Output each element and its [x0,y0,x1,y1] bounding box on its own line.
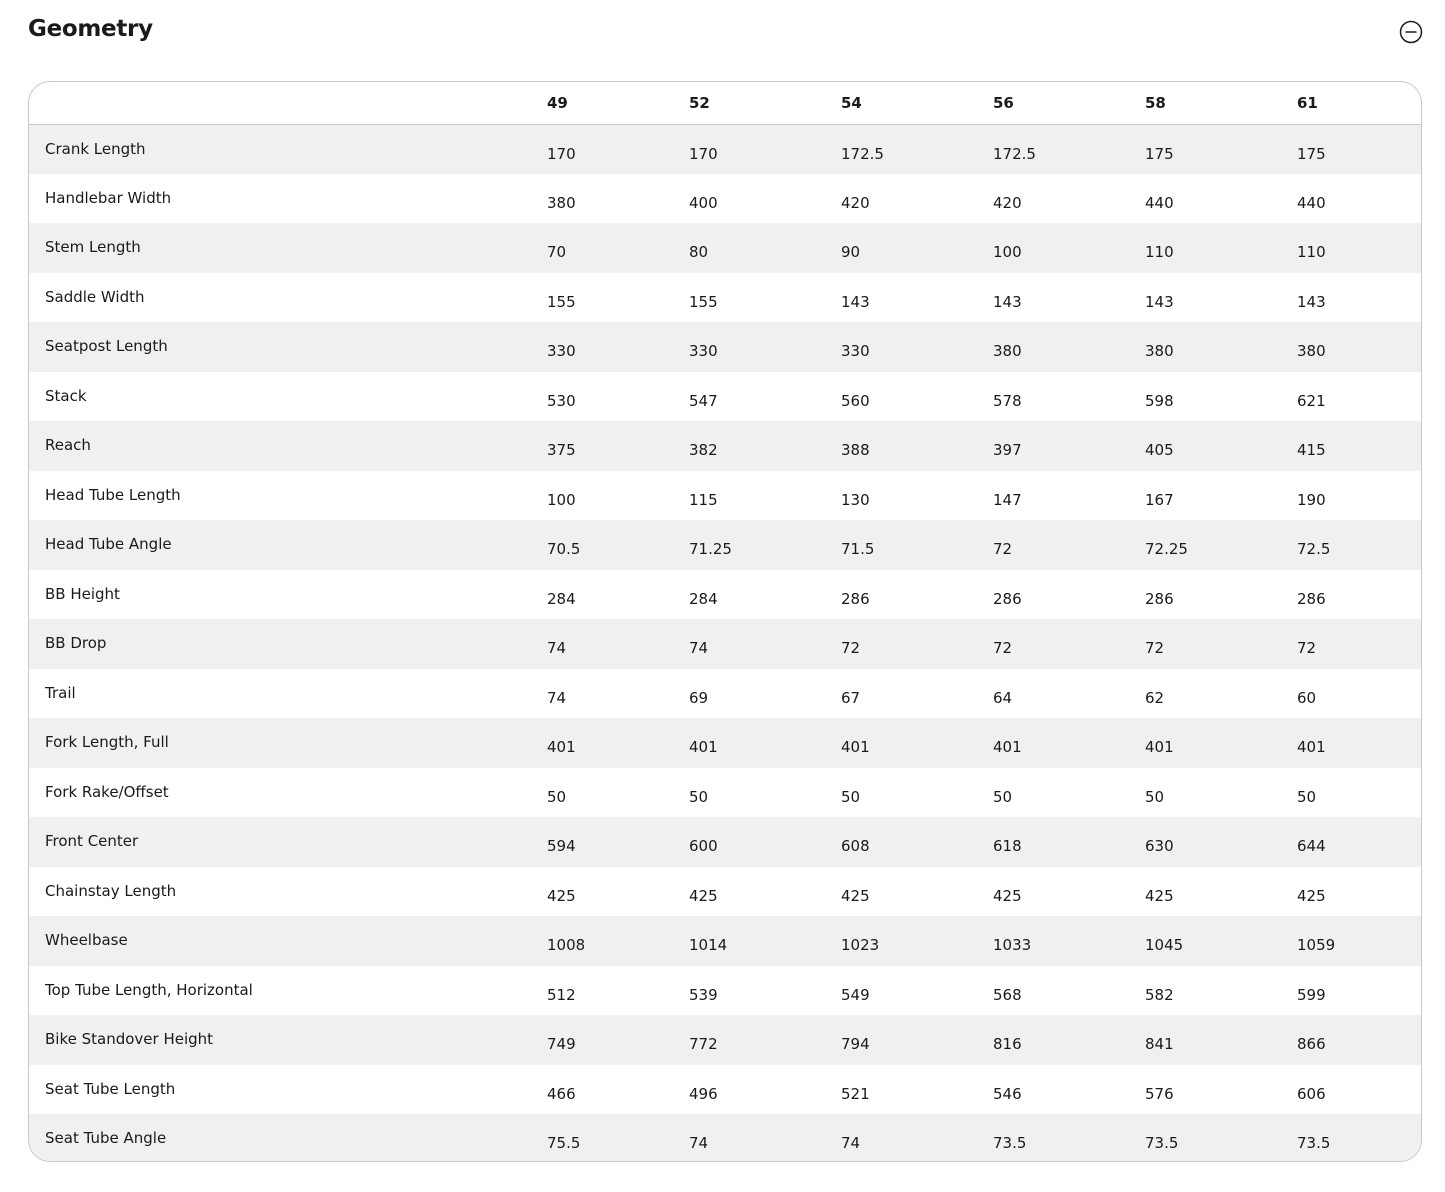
table-cell: 100 [547,490,576,509]
table-cell: 50 [547,787,567,806]
table-cell: 90 [841,243,861,261]
table-cell: 72.25 [1145,540,1188,558]
table-cell: 539 [689,985,718,1004]
size-header: 49 [531,82,673,124]
table-cell: 425 [547,886,576,905]
table-row [29,1015,1422,1065]
table-cell: 866 [1297,1035,1326,1053]
table-body [29,124,1422,1162]
size-header: 56 [977,82,1129,124]
table-cell: 72 [993,639,1013,657]
table-cell: 330 [547,342,576,360]
table-cell: 621 [1297,391,1326,410]
geometry-table-container [28,81,1422,1162]
table-cell: 74 [689,639,709,657]
table-cell: 576 [1145,1084,1174,1103]
table-cell: 60 [1297,688,1317,707]
table-row [29,619,1422,669]
table-cell: 115 [689,490,718,509]
row-label: Crank Length [45,139,146,158]
table-cell: 401 [547,738,576,756]
table-cell: 618 [993,837,1022,855]
table-row [29,669,1422,719]
table-cell: 130 [841,490,870,509]
table-cell: 143 [841,292,870,311]
table-row [29,570,1422,620]
table-cell: 72 [1145,639,1165,657]
row-label: Front Center [45,832,139,850]
table-row [29,273,1422,323]
table-cell: 70.5 [547,540,581,558]
table-cell: 400 [689,193,718,212]
table-cell: 64 [993,688,1013,707]
size-header: 52 [673,82,825,124]
row-label: Chainstay Length [45,881,177,900]
table-cell: 1059 [1297,936,1336,954]
table-cell: 73.5 [1145,1134,1179,1152]
table-cell: 50 [841,787,861,806]
table-row [29,223,1422,273]
table-cell: 143 [1297,292,1326,311]
table-cell: 1014 [689,936,728,954]
table-cell: 401 [841,738,870,756]
table-cell: 67 [841,688,861,707]
table-cell: 286 [841,589,870,608]
table-cell: 74 [547,688,567,707]
table-cell: 71.25 [689,540,732,558]
table-cell: 284 [689,589,718,608]
size-header: 54 [825,82,977,124]
row-label: Handlebar Width [45,188,172,207]
table-row [29,471,1422,521]
table-cell: 425 [993,886,1022,905]
header-blank [29,82,531,124]
table-cell: 401 [993,738,1022,756]
table-cell: 175 [1297,144,1326,163]
table-cell: 50 [993,787,1013,806]
table-cell: 546 [993,1084,1022,1103]
table-cell: 772 [689,1035,718,1053]
row-label: Bike Standover Height [45,1030,214,1048]
row-label: Stack [45,386,87,405]
table-cell: 425 [841,886,870,905]
table-cell: 380 [1145,342,1174,360]
section-title: Geometry [28,16,153,42]
table-cell: 425 [1145,886,1174,905]
table-cell: 50 [1297,787,1317,806]
table-cell: 578 [993,391,1022,410]
row-label: Head Tube Length [45,485,181,504]
table-cell: 415 [1297,441,1326,459]
table-cell: 50 [689,787,709,806]
row-label: BB Height [45,584,120,603]
row-label: Fork Length, Full [45,733,169,751]
table-cell: 630 [1145,837,1174,855]
table-cell: 143 [993,292,1022,311]
table-cell: 69 [689,688,709,707]
table-cell: 606 [1297,1084,1326,1103]
table-cell: 598 [1145,391,1174,410]
row-label: Fork Rake/Offset [45,782,169,801]
table-cell: 72.5 [1297,540,1331,558]
table-cell: 401 [689,738,718,756]
table-cell: 110 [1297,243,1326,261]
table-cell: 330 [689,342,718,360]
table-cell: 401 [1145,738,1174,756]
row-label: Wheelbase [45,931,128,949]
table-cell: 80 [689,243,709,261]
table-cell: 155 [689,292,718,311]
table-cell: 71.5 [841,540,875,558]
table-cell: 405 [1145,441,1174,459]
row-label: Saddle Width [45,287,145,306]
size-header: 58 [1129,82,1281,124]
table-cell: 568 [993,985,1022,1004]
table-cell: 74 [547,639,567,657]
table-cell: 172.5 [841,144,884,163]
table-cell: 420 [841,193,870,212]
table-cell: 100 [993,243,1022,261]
table-cell: 143 [1145,292,1174,311]
table-cell: 425 [689,886,718,905]
table-cell: 521 [841,1084,870,1103]
table-cell: 600 [689,837,718,855]
table-cell: 1033 [993,936,1032,954]
table-cell: 582 [1145,985,1174,1004]
table-cell: 1023 [841,936,880,954]
row-label: Top Tube Length, Horizontal [45,980,253,999]
table-cell: 547 [689,391,718,410]
table-cell: 512 [547,985,576,1004]
table-cell: 388 [841,441,870,459]
row-label: Trail [45,683,76,702]
table-cell: 286 [1145,589,1174,608]
table-cell: 286 [993,589,1022,608]
table-cell: 72 [1297,639,1317,657]
table-cell: 816 [993,1035,1022,1053]
table-cell: 170 [689,144,718,163]
table-cell: 841 [1145,1035,1174,1053]
collapse-button[interactable] [1399,20,1423,44]
row-label: Seat Tube Length [45,1079,176,1098]
table-cell: 147 [993,490,1022,509]
table-cell: 425 [1297,886,1326,905]
table-row [29,867,1422,917]
minus-circle-icon [1399,20,1423,44]
table-cell: 560 [841,391,870,410]
table-row [29,718,1422,768]
table-cell: 794 [841,1035,870,1053]
table-cell: 644 [1297,837,1326,855]
row-label: Reach [45,436,91,454]
geometry-table [29,82,1422,1162]
table-cell: 420 [993,193,1022,212]
table-cell: 190 [1297,490,1326,509]
table-cell: 50 [1145,787,1165,806]
table-cell: 440 [1145,193,1174,212]
table-cell: 167 [1145,490,1174,509]
table-row [29,124,1422,174]
table-cell: 397 [993,441,1022,459]
table-cell: 110 [1145,243,1174,261]
table-cell: 172.5 [993,144,1036,163]
table-cell: 155 [547,292,576,311]
table-row [29,1114,1422,1162]
table-cell: 175 [1145,144,1174,163]
table-header-row [29,82,1422,124]
table-row [29,817,1422,867]
row-label: Stem Length [45,238,141,256]
table-cell: 72 [993,540,1013,558]
table-cell: 73.5 [1297,1134,1331,1152]
row-label: Seatpost Length [45,337,168,355]
section-header [28,14,1423,54]
table-row [29,322,1422,372]
table-cell: 75.5 [547,1134,581,1152]
table-cell: 496 [689,1084,718,1103]
table-row [29,1065,1422,1115]
table-cell: 608 [841,837,870,855]
table-cell: 73.5 [993,1134,1027,1152]
table-cell: 284 [547,589,576,608]
table-cell: 530 [547,391,576,410]
table-row [29,421,1422,471]
table-row [29,916,1422,966]
table-cell: 70 [547,243,567,261]
table-cell: 594 [547,837,576,855]
table-cell: 170 [547,144,576,163]
table-cell: 549 [841,985,870,1004]
size-header: 61 [1281,82,1422,124]
table-cell: 440 [1297,193,1326,212]
table-row [29,372,1422,422]
table-row [29,174,1422,224]
table-cell: 380 [1297,342,1326,360]
table-cell: 62 [1145,688,1165,707]
table-cell: 286 [1297,589,1326,608]
table-row [29,520,1422,570]
table-cell: 749 [547,1035,576,1053]
table-cell: 382 [689,441,718,459]
table-cell: 599 [1297,985,1326,1004]
table-cell: 375 [547,441,576,459]
row-label: Head Tube Angle [45,535,172,553]
table-cell: 1045 [1145,936,1184,954]
table-cell: 72 [841,639,861,657]
table-cell: 380 [993,342,1022,360]
table-row [29,966,1422,1016]
table-cell: 1008 [547,936,586,954]
table-cell: 74 [841,1134,861,1152]
table-cell: 74 [689,1134,709,1152]
table-row [29,768,1422,818]
row-label: BB Drop [45,634,107,652]
table-cell: 380 [547,193,576,212]
row-label: Seat Tube Angle [45,1129,167,1147]
table-cell: 330 [841,342,870,360]
table-cell: 466 [547,1084,576,1103]
table-cell: 401 [1297,738,1326,756]
